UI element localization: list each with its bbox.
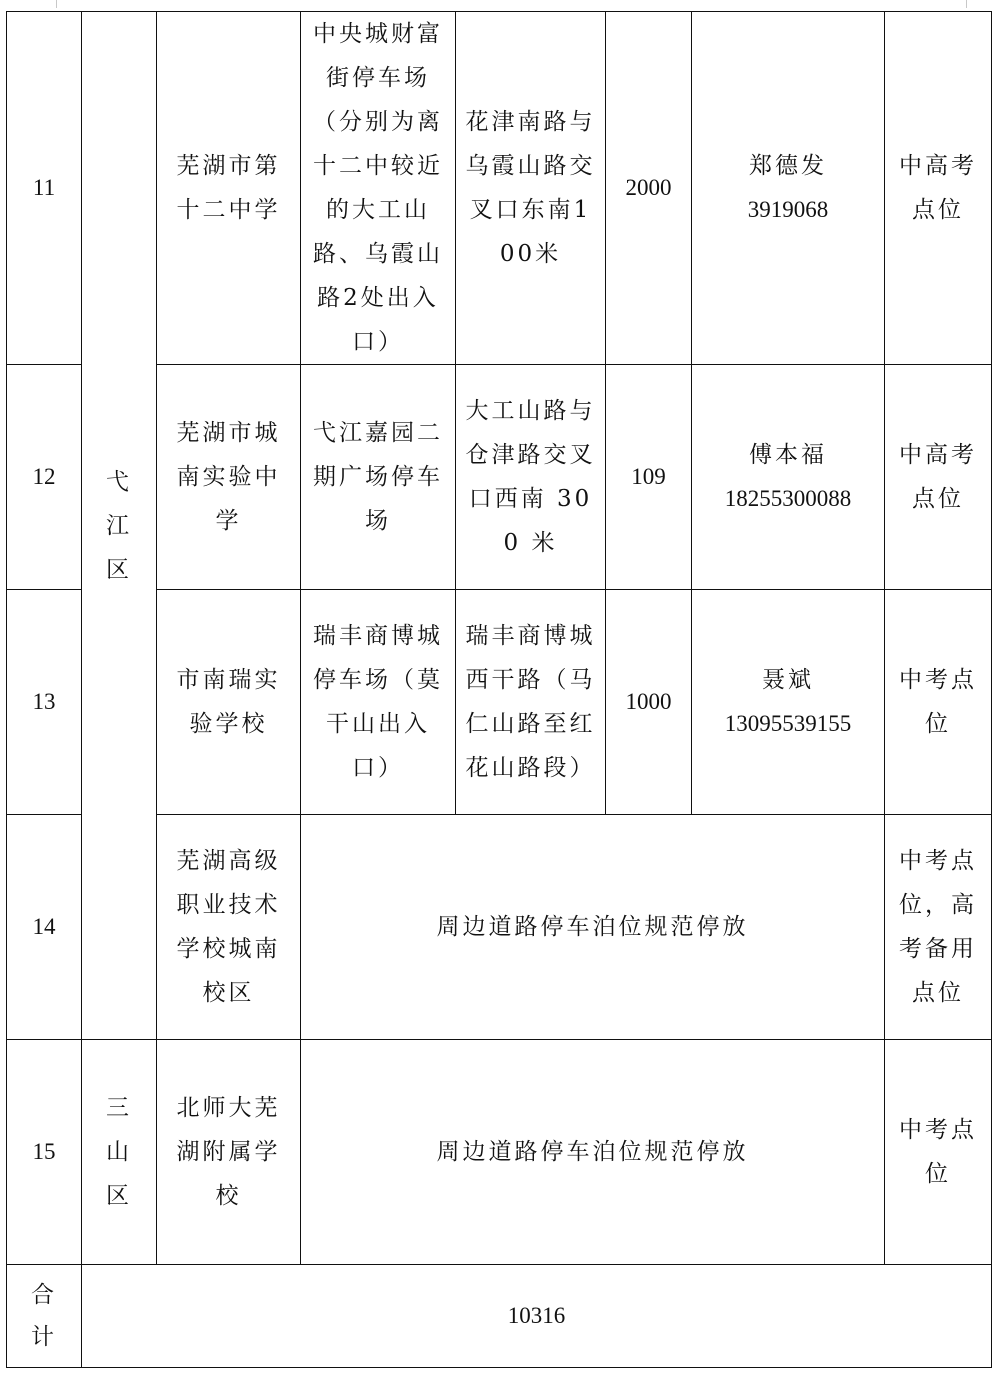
school-name: 芜湖高级职业技术学校城南校区 <box>157 815 301 1040</box>
row-index: 14 <box>7 815 82 1040</box>
school-name: 芜湖市城南实验中学 <box>157 365 301 590</box>
parking-lot: 瑞丰商博城停车场（莫干山出入口） <box>301 590 456 815</box>
merged-note: 周边道路停车泊位规范停放 <box>301 1040 885 1265</box>
contact-cell <box>692 590 885 815</box>
parking-spaces: 109 <box>606 365 692 590</box>
row-index: 12 <box>7 365 82 590</box>
parking-location: 花津南路与乌霞山路交叉口东南100米 <box>456 12 606 365</box>
school-name: 北师大芜湖附属学校 <box>157 1040 301 1265</box>
contact-name: 傅本福 <box>749 442 827 468</box>
parking-table <box>6 11 992 1368</box>
district-cell: 弋江区 <box>82 12 157 1040</box>
total-row <box>7 1265 992 1368</box>
merged-note: 周边道路停车泊位规范停放 <box>301 815 885 1040</box>
contact-name: 郑德发 <box>749 153 827 179</box>
contact-cell <box>692 12 885 365</box>
contact-phone: 18255300088 <box>724 486 852 511</box>
total-label: 合计 <box>7 1265 82 1368</box>
parking-spaces: 1000 <box>606 590 692 815</box>
contact-name: 聂斌 <box>762 667 814 693</box>
total-value: 10316 <box>82 1265 992 1368</box>
parking-lot: 弋江嘉园二期广场停车场 <box>301 365 456 590</box>
school-name: 市南瑞实验学校 <box>157 590 301 815</box>
exam-type: 中高考点位 <box>885 365 992 590</box>
parking-location: 大工山路与仓津路交叉口西南 300 米 <box>456 365 606 590</box>
row-index: 15 <box>7 1040 82 1265</box>
parking-location: 瑞丰商博城西干路（马仁山路至红花山路段） <box>456 590 606 815</box>
table-row <box>7 1040 992 1265</box>
exam-type: 中考点位，高考备用点位 <box>885 815 992 1040</box>
row-index: 11 <box>7 12 82 365</box>
exam-type: 中高考点位 <box>885 12 992 365</box>
table-row <box>7 12 992 365</box>
exam-type: 中考点位 <box>885 590 992 815</box>
contact-cell <box>692 365 885 590</box>
parking-lot: 中央城财富街停车场（分别为离十二中较近的大工山路、乌霞山路2处出入口） <box>301 12 456 365</box>
crop-mark <box>56 0 57 8</box>
district-cell: 三山区 <box>82 1040 157 1265</box>
school-name: 芜湖市第十二中学 <box>157 12 301 365</box>
contact-phone: 3919068 <box>747 197 829 222</box>
contact-phone: 13095539155 <box>724 711 852 736</box>
exam-type: 中考点位 <box>885 1040 992 1265</box>
parking-spaces: 2000 <box>606 12 692 365</box>
row-index: 13 <box>7 590 82 815</box>
crop-mark <box>966 0 967 8</box>
